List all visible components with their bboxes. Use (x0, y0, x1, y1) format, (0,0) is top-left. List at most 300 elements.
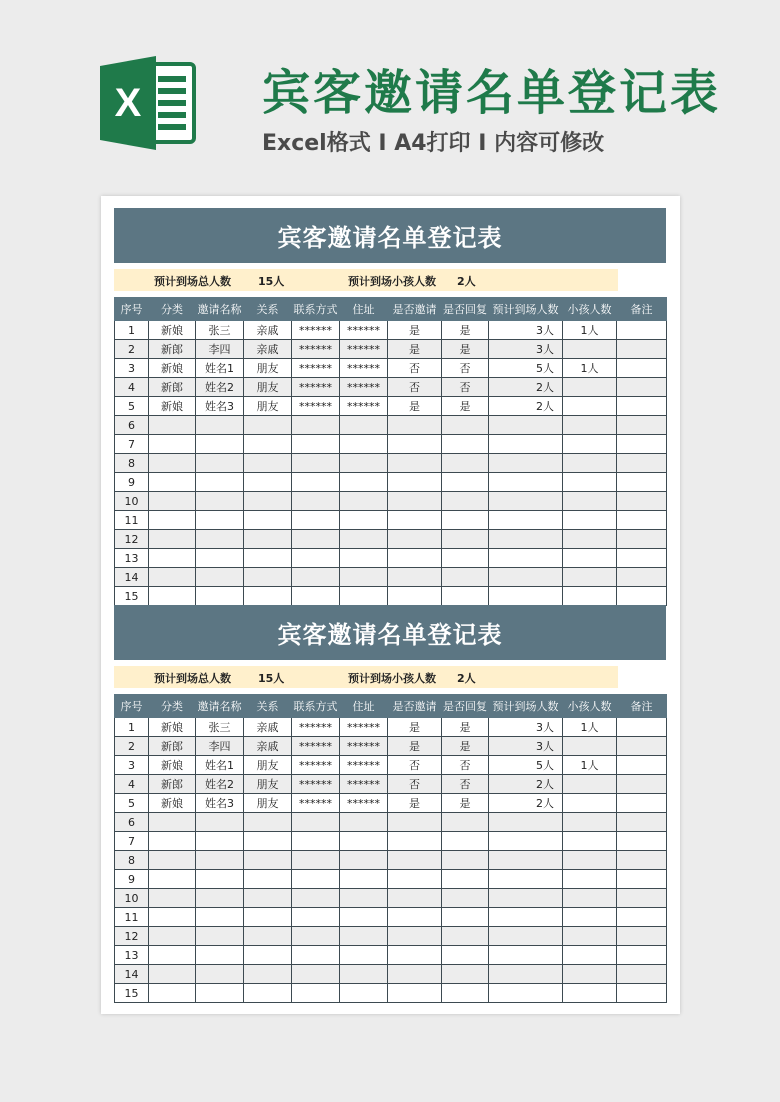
cell-category[interactable]: 新娘 (149, 756, 196, 775)
cell-replied[interactable]: 否 (442, 378, 489, 397)
cell-contact[interactable] (292, 832, 340, 851)
cell-notes[interactable] (617, 775, 667, 794)
cell-children-count[interactable] (563, 813, 617, 832)
cell-expected-count[interactable] (489, 889, 563, 908)
cell-notes[interactable] (617, 946, 667, 965)
cell-address[interactable]: ****** (340, 340, 388, 359)
cell-category[interactable] (149, 813, 196, 832)
cell-invitee-name[interactable] (196, 549, 244, 568)
cell-seq[interactable]: 9 (115, 473, 149, 492)
cell-category[interactable] (149, 416, 196, 435)
cell-seq[interactable]: 13 (115, 946, 149, 965)
cell-notes[interactable] (617, 927, 667, 946)
cell-invitee-name[interactable] (196, 568, 244, 587)
cell-notes[interactable] (617, 416, 667, 435)
cell-contact[interactable] (292, 416, 340, 435)
cell-address[interactable] (340, 511, 388, 530)
cell-contact[interactable]: ****** (292, 775, 340, 794)
cell-children-count[interactable] (563, 530, 617, 549)
cell-contact[interactable]: ****** (292, 378, 340, 397)
cell-notes[interactable] (617, 965, 667, 984)
cell-invited[interactable] (388, 889, 442, 908)
cell-notes[interactable] (617, 454, 667, 473)
cell-category[interactable]: 新娘 (149, 718, 196, 737)
cell-category[interactable] (149, 549, 196, 568)
cell-invitee-name[interactable] (196, 965, 244, 984)
cell-relation[interactable]: 亲戚 (244, 718, 292, 737)
cell-expected-count[interactable]: 3人 (489, 737, 563, 756)
cell-category[interactable] (149, 492, 196, 511)
cell-expected-count[interactable] (489, 851, 563, 870)
cell-invited[interactable] (388, 492, 442, 511)
cell-address[interactable] (340, 832, 388, 851)
cell-replied[interactable] (442, 511, 489, 530)
cell-category[interactable]: 新娘 (149, 794, 196, 813)
cell-contact[interactable]: ****** (292, 718, 340, 737)
cell-replied[interactable]: 是 (442, 340, 489, 359)
cell-relation[interactable]: 朋友 (244, 359, 292, 378)
cell-expected-count[interactable] (489, 511, 563, 530)
cell-address[interactable] (340, 454, 388, 473)
cell-children-count[interactable] (563, 946, 617, 965)
cell-invitee-name[interactable]: 姓名2 (196, 775, 244, 794)
cell-children-count[interactable] (563, 416, 617, 435)
cell-seq[interactable]: 11 (115, 908, 149, 927)
cell-relation[interactable] (244, 416, 292, 435)
cell-contact[interactable]: ****** (292, 756, 340, 775)
cell-invitee-name[interactable] (196, 984, 244, 1003)
cell-expected-count[interactable]: 3人 (489, 718, 563, 737)
cell-children-count[interactable]: 1人 (563, 359, 617, 378)
cell-replied[interactable]: 是 (442, 397, 489, 416)
cell-invitee-name[interactable] (196, 530, 244, 549)
cell-replied[interactable] (442, 832, 489, 851)
cell-invited[interactable]: 是 (388, 397, 442, 416)
cell-invitee-name[interactable] (196, 946, 244, 965)
cell-children-count[interactable] (563, 473, 617, 492)
cell-notes[interactable] (617, 832, 667, 851)
cell-invitee-name[interactable]: 李四 (196, 737, 244, 756)
cell-invited[interactable] (388, 984, 442, 1003)
cell-invitee-name[interactable] (196, 492, 244, 511)
cell-address[interactable] (340, 946, 388, 965)
cell-children-count[interactable] (563, 435, 617, 454)
cell-contact[interactable] (292, 851, 340, 870)
cell-contact[interactable] (292, 454, 340, 473)
cell-notes[interactable] (617, 359, 667, 378)
cell-seq[interactable]: 12 (115, 530, 149, 549)
cell-replied[interactable]: 否 (442, 775, 489, 794)
cell-category[interactable] (149, 908, 196, 927)
cell-children-count[interactable]: 1人 (563, 756, 617, 775)
cell-relation[interactable]: 亲戚 (244, 321, 292, 340)
cell-category[interactable] (149, 832, 196, 851)
cell-invited[interactable] (388, 832, 442, 851)
cell-replied[interactable] (442, 813, 489, 832)
cell-expected-count[interactable]: 2人 (489, 397, 563, 416)
cell-notes[interactable] (617, 378, 667, 397)
cell-children-count[interactable] (563, 587, 617, 606)
cell-expected-count[interactable] (489, 984, 563, 1003)
cell-relation[interactable] (244, 530, 292, 549)
cell-address[interactable] (340, 492, 388, 511)
cell-seq[interactable]: 8 (115, 851, 149, 870)
cell-invited[interactable]: 否 (388, 378, 442, 397)
cell-expected-count[interactable] (489, 568, 563, 587)
cell-children-count[interactable] (563, 397, 617, 416)
cell-category[interactable]: 新郎 (149, 378, 196, 397)
cell-invited[interactable] (388, 511, 442, 530)
cell-contact[interactable] (292, 984, 340, 1003)
cell-relation[interactable] (244, 511, 292, 530)
cell-replied[interactable]: 是 (442, 321, 489, 340)
cell-relation[interactable] (244, 492, 292, 511)
cell-category[interactable] (149, 946, 196, 965)
cell-replied[interactable] (442, 473, 489, 492)
cell-expected-count[interactable] (489, 965, 563, 984)
cell-relation[interactable] (244, 946, 292, 965)
cell-expected-count[interactable] (489, 832, 563, 851)
cell-category[interactable]: 新郎 (149, 775, 196, 794)
cell-expected-count[interactable]: 2人 (489, 775, 563, 794)
cell-address[interactable] (340, 416, 388, 435)
cell-replied[interactable] (442, 568, 489, 587)
cell-invited[interactable] (388, 927, 442, 946)
cell-expected-count[interactable] (489, 530, 563, 549)
cell-invited[interactable] (388, 473, 442, 492)
cell-category[interactable]: 新娘 (149, 321, 196, 340)
cell-contact[interactable]: ****** (292, 794, 340, 813)
cell-children-count[interactable] (563, 511, 617, 530)
cell-replied[interactable] (442, 889, 489, 908)
cell-children-count[interactable] (563, 454, 617, 473)
cell-address[interactable]: ****** (340, 321, 388, 340)
cell-notes[interactable] (617, 587, 667, 606)
cell-seq[interactable]: 12 (115, 927, 149, 946)
cell-address[interactable]: ****** (340, 718, 388, 737)
cell-contact[interactable] (292, 927, 340, 946)
cell-invitee-name[interactable] (196, 870, 244, 889)
cell-invitee-name[interactable] (196, 416, 244, 435)
cell-seq[interactable]: 15 (115, 587, 149, 606)
cell-invitee-name[interactable] (196, 889, 244, 908)
cell-category[interactable] (149, 984, 196, 1003)
cell-contact[interactable] (292, 549, 340, 568)
cell-relation[interactable] (244, 473, 292, 492)
cell-contact[interactable] (292, 492, 340, 511)
cell-children-count[interactable] (563, 851, 617, 870)
cell-category[interactable] (149, 851, 196, 870)
cell-relation[interactable] (244, 568, 292, 587)
cell-seq[interactable]: 5 (115, 794, 149, 813)
cell-children-count[interactable] (563, 984, 617, 1003)
cell-replied[interactable] (442, 416, 489, 435)
cell-address[interactable]: ****** (340, 378, 388, 397)
cell-notes[interactable] (617, 813, 667, 832)
cell-contact[interactable] (292, 946, 340, 965)
cell-children-count[interactable] (563, 794, 617, 813)
cell-notes[interactable] (617, 549, 667, 568)
cell-address[interactable] (340, 984, 388, 1003)
cell-expected-count[interactable]: 5人 (489, 359, 563, 378)
cell-category[interactable] (149, 568, 196, 587)
cell-category[interactable] (149, 965, 196, 984)
cell-category[interactable] (149, 454, 196, 473)
cell-seq[interactable]: 1 (115, 321, 149, 340)
cell-seq[interactable]: 4 (115, 378, 149, 397)
cell-expected-count[interactable] (489, 435, 563, 454)
cell-invited[interactable] (388, 946, 442, 965)
cell-invitee-name[interactable] (196, 851, 244, 870)
cell-replied[interactable]: 否 (442, 359, 489, 378)
cell-relation[interactable]: 朋友 (244, 378, 292, 397)
cell-relation[interactable] (244, 984, 292, 1003)
cell-replied[interactable] (442, 984, 489, 1003)
cell-invited[interactable] (388, 587, 442, 606)
cell-invited[interactable] (388, 965, 442, 984)
cell-category[interactable] (149, 435, 196, 454)
cell-notes[interactable] (617, 473, 667, 492)
cell-invited[interactable] (388, 454, 442, 473)
cell-address[interactable]: ****** (340, 775, 388, 794)
cell-expected-count[interactable] (489, 813, 563, 832)
cell-seq[interactable]: 8 (115, 454, 149, 473)
cell-contact[interactable]: ****** (292, 397, 340, 416)
cell-address[interactable] (340, 435, 388, 454)
cell-invited[interactable] (388, 416, 442, 435)
cell-contact[interactable]: ****** (292, 359, 340, 378)
cell-invitee-name[interactable]: 姓名3 (196, 397, 244, 416)
cell-relation[interactable] (244, 965, 292, 984)
cell-contact[interactable]: ****** (292, 340, 340, 359)
cell-notes[interactable] (617, 492, 667, 511)
cell-invited[interactable]: 是 (388, 718, 442, 737)
cell-seq[interactable]: 11 (115, 511, 149, 530)
cell-contact[interactable] (292, 908, 340, 927)
cell-relation[interactable] (244, 870, 292, 889)
cell-seq[interactable]: 5 (115, 397, 149, 416)
cell-invitee-name[interactable] (196, 454, 244, 473)
cell-invitee-name[interactable]: 张三 (196, 718, 244, 737)
cell-seq[interactable]: 6 (115, 813, 149, 832)
cell-replied[interactable]: 否 (442, 756, 489, 775)
cell-children-count[interactable] (563, 889, 617, 908)
cell-expected-count[interactable] (489, 416, 563, 435)
cell-contact[interactable] (292, 435, 340, 454)
cell-notes[interactable] (617, 737, 667, 756)
cell-address[interactable]: ****** (340, 756, 388, 775)
cell-relation[interactable]: 亲戚 (244, 340, 292, 359)
cell-invitee-name[interactable] (196, 473, 244, 492)
cell-contact[interactable] (292, 530, 340, 549)
cell-seq[interactable]: 7 (115, 435, 149, 454)
cell-address[interactable] (340, 870, 388, 889)
cell-notes[interactable] (617, 718, 667, 737)
cell-invited[interactable] (388, 870, 442, 889)
cell-children-count[interactable] (563, 492, 617, 511)
cell-children-count[interactable] (563, 737, 617, 756)
cell-relation[interactable]: 朋友 (244, 775, 292, 794)
cell-address[interactable] (340, 813, 388, 832)
cell-relation[interactable] (244, 549, 292, 568)
cell-relation[interactable]: 亲戚 (244, 737, 292, 756)
cell-category[interactable] (149, 889, 196, 908)
cell-notes[interactable] (617, 794, 667, 813)
cell-notes[interactable] (617, 568, 667, 587)
cell-relation[interactable] (244, 435, 292, 454)
cell-invited[interactable]: 否 (388, 775, 442, 794)
cell-children-count[interactable]: 1人 (563, 321, 617, 340)
cell-relation[interactable] (244, 889, 292, 908)
cell-children-count[interactable] (563, 965, 617, 984)
cell-seq[interactable]: 2 (115, 737, 149, 756)
cell-invitee-name[interactable] (196, 832, 244, 851)
cell-invitee-name[interactable] (196, 435, 244, 454)
cell-invitee-name[interactable]: 姓名1 (196, 359, 244, 378)
cell-expected-count[interactable] (489, 549, 563, 568)
cell-invitee-name[interactable]: 张三 (196, 321, 244, 340)
cell-contact[interactable] (292, 587, 340, 606)
cell-invited[interactable] (388, 908, 442, 927)
cell-contact[interactable]: ****** (292, 321, 340, 340)
cell-address[interactable]: ****** (340, 359, 388, 378)
cell-expected-count[interactable]: 2人 (489, 794, 563, 813)
cell-address[interactable]: ****** (340, 397, 388, 416)
cell-children-count[interactable]: 1人 (563, 718, 617, 737)
cell-expected-count[interactable] (489, 946, 563, 965)
cell-seq[interactable]: 10 (115, 492, 149, 511)
cell-address[interactable]: ****** (340, 794, 388, 813)
cell-relation[interactable] (244, 927, 292, 946)
cell-replied[interactable] (442, 587, 489, 606)
cell-seq[interactable]: 10 (115, 889, 149, 908)
cell-invited[interactable] (388, 851, 442, 870)
cell-seq[interactable]: 14 (115, 568, 149, 587)
cell-replied[interactable] (442, 454, 489, 473)
cell-address[interactable] (340, 908, 388, 927)
cell-category[interactable]: 新娘 (149, 397, 196, 416)
cell-category[interactable] (149, 530, 196, 549)
cell-replied[interactable] (442, 870, 489, 889)
cell-replied[interactable]: 是 (442, 737, 489, 756)
cell-notes[interactable] (617, 756, 667, 775)
cell-contact[interactable] (292, 511, 340, 530)
cell-category[interactable] (149, 473, 196, 492)
cell-expected-count[interactable]: 5人 (489, 756, 563, 775)
cell-children-count[interactable] (563, 340, 617, 359)
cell-replied[interactable] (442, 965, 489, 984)
cell-invited[interactable]: 否 (388, 756, 442, 775)
cell-relation[interactable] (244, 908, 292, 927)
cell-address[interactable] (340, 965, 388, 984)
cell-invitee-name[interactable] (196, 511, 244, 530)
cell-address[interactable]: ****** (340, 737, 388, 756)
cell-address[interactable] (340, 530, 388, 549)
cell-expected-count[interactable] (489, 870, 563, 889)
cell-expected-count[interactable] (489, 454, 563, 473)
cell-children-count[interactable] (563, 832, 617, 851)
cell-replied[interactable] (442, 549, 489, 568)
cell-address[interactable] (340, 587, 388, 606)
cell-invited[interactable]: 是 (388, 321, 442, 340)
cell-category[interactable] (149, 870, 196, 889)
cell-seq[interactable]: 13 (115, 549, 149, 568)
cell-replied[interactable] (442, 851, 489, 870)
cell-invited[interactable] (388, 530, 442, 549)
cell-children-count[interactable] (563, 927, 617, 946)
cell-expected-count[interactable] (489, 492, 563, 511)
cell-address[interactable] (340, 889, 388, 908)
cell-notes[interactable] (617, 511, 667, 530)
cell-category[interactable]: 新娘 (149, 359, 196, 378)
cell-children-count[interactable] (563, 568, 617, 587)
cell-replied[interactable] (442, 435, 489, 454)
cell-relation[interactable]: 朋友 (244, 794, 292, 813)
cell-children-count[interactable] (563, 549, 617, 568)
cell-replied[interactable] (442, 908, 489, 927)
cell-invitee-name[interactable] (196, 927, 244, 946)
cell-seq[interactable]: 1 (115, 718, 149, 737)
cell-relation[interactable] (244, 454, 292, 473)
cell-relation[interactable]: 朋友 (244, 756, 292, 775)
cell-notes[interactable] (617, 397, 667, 416)
cell-address[interactable] (340, 549, 388, 568)
cell-invitee-name[interactable]: 姓名3 (196, 794, 244, 813)
cell-invited[interactable]: 否 (388, 359, 442, 378)
cell-invited[interactable]: 是 (388, 794, 442, 813)
cell-contact[interactable] (292, 965, 340, 984)
cell-notes[interactable] (617, 889, 667, 908)
cell-children-count[interactable] (563, 378, 617, 397)
cell-category[interactable] (149, 511, 196, 530)
cell-invited[interactable]: 是 (388, 340, 442, 359)
cell-notes[interactable] (617, 530, 667, 549)
cell-contact[interactable] (292, 473, 340, 492)
cell-expected-count[interactable] (489, 473, 563, 492)
cell-invitee-name[interactable]: 姓名1 (196, 756, 244, 775)
cell-category[interactable]: 新郎 (149, 340, 196, 359)
cell-notes[interactable] (617, 340, 667, 359)
cell-address[interactable] (340, 927, 388, 946)
cell-invited[interactable] (388, 435, 442, 454)
cell-expected-count[interactable] (489, 587, 563, 606)
cell-seq[interactable]: 4 (115, 775, 149, 794)
cell-replied[interactable]: 是 (442, 718, 489, 737)
cell-expected-count[interactable]: 2人 (489, 378, 563, 397)
cell-children-count[interactable] (563, 870, 617, 889)
cell-replied[interactable]: 是 (442, 794, 489, 813)
cell-address[interactable] (340, 473, 388, 492)
cell-relation[interactable]: 朋友 (244, 397, 292, 416)
cell-seq[interactable]: 9 (115, 870, 149, 889)
cell-seq[interactable]: 15 (115, 984, 149, 1003)
cell-invitee-name[interactable] (196, 908, 244, 927)
cell-invitee-name[interactable]: 李四 (196, 340, 244, 359)
cell-expected-count[interactable]: 3人 (489, 321, 563, 340)
cell-category[interactable] (149, 927, 196, 946)
cell-expected-count[interactable]: 3人 (489, 340, 563, 359)
cell-replied[interactable] (442, 946, 489, 965)
cell-replied[interactable] (442, 927, 489, 946)
cell-notes[interactable] (617, 851, 667, 870)
cell-contact[interactable]: ****** (292, 737, 340, 756)
cell-invitee-name[interactable]: 姓名2 (196, 378, 244, 397)
cell-notes[interactable] (617, 908, 667, 927)
cell-replied[interactable] (442, 530, 489, 549)
cell-relation[interactable] (244, 587, 292, 606)
cell-contact[interactable] (292, 568, 340, 587)
cell-contact[interactable] (292, 813, 340, 832)
